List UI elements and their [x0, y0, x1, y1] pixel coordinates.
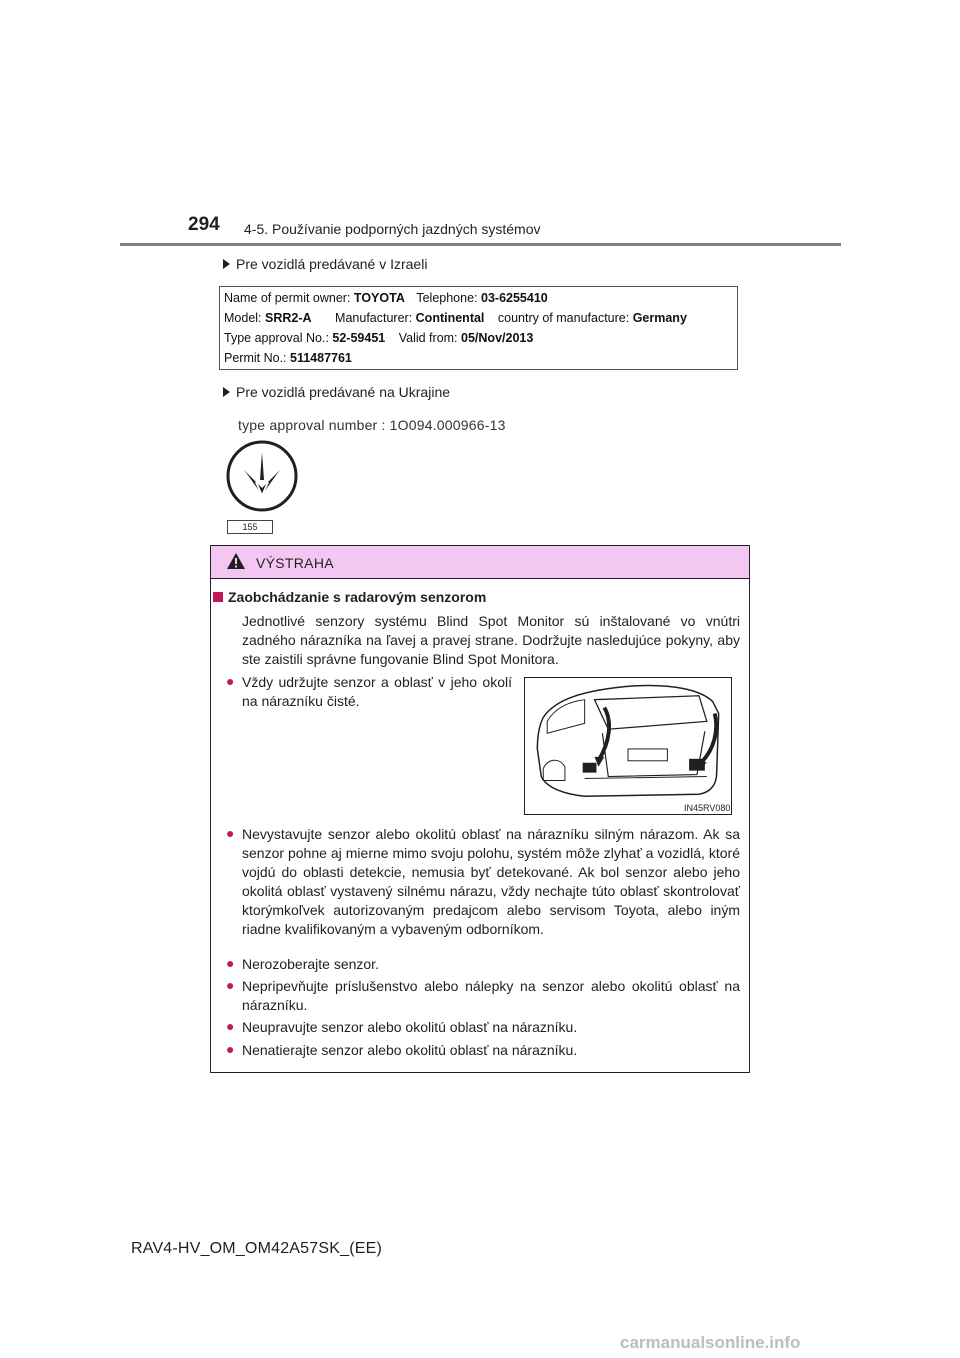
model-key: Model:	[224, 311, 262, 325]
triangle-bullet-icon	[223, 259, 230, 269]
warning-bullet-5: Neupravujte senzor alebo okolitú oblasť na nárazníku.	[242, 1019, 578, 1035]
bullet-icon: ●	[226, 1018, 235, 1034]
permit-no-value: 511487761	[290, 351, 352, 365]
car-rear-illustration	[524, 677, 732, 815]
ukraine-heading	[223, 384, 450, 400]
warning-intro: Jednotlivé senzory systému Blind Spot Monitor sú inštalované vo vnútri zadného nárazníka na ľavej a pravej strane. Dodržujte nasledujúce pokyny, aby ste zaistili správne fungovanie Blind Spot Monitora.	[242, 613, 740, 667]
document-code: RAV4-HV_OM_OM42A57SK_(EE)	[131, 1240, 383, 1257]
warning-triangle-icon	[226, 552, 246, 570]
ukraine-certification-mark-icon	[226, 440, 298, 512]
warning-bullet-2: Nevystavujte senzor alebo okolitú oblasť na nárazníku silným nárazom. Ak sa senzor pohne aj mierne mimo svoju polohu, systém môže zlyhať a vozidlá, ktoré vojdú do oblasti detekcie, nemusia byť detekované. Ak bol senzor alebo jeho okolitá oblasť vystavený silnému nárazu, vždy nechajte túto oblasť skontrolovať ktorýmkoľvek autorizovaným predajcom alebo servisom Toyota, alebo iným riadne kvalifikovaným a vybaveným odborníkom.	[242, 826, 740, 937]
type-approval-value: 52-59451	[332, 331, 386, 345]
watermark: carmanualsonline.info	[620, 1333, 801, 1352]
israel-row-4	[224, 351, 352, 365]
triangle-bullet-icon	[223, 387, 230, 397]
telephone-value: 03-6255410	[481, 291, 548, 305]
header-divider	[120, 243, 841, 246]
country-key: country of manufacture:	[497, 311, 630, 325]
section-title: 4-5. Používanie podporných jazdných systémov	[244, 221, 541, 237]
valid-from-key: Valid from:	[398, 331, 458, 345]
country-value: Germany	[632, 311, 687, 325]
mark-code: 155	[227, 520, 273, 534]
ukraine-approval-number: type approval number : 1O094.000966-13	[238, 417, 506, 433]
bullet-icon: ●	[226, 825, 235, 841]
israel-heading	[223, 256, 427, 272]
warning-topic: Zaobchádzanie s radarovým senzorom	[228, 589, 487, 605]
type-approval-key: Type approval No.:	[224, 331, 329, 345]
bullet-icon: ●	[226, 1041, 235, 1057]
warning-label: VÝSTRAHA	[256, 555, 334, 571]
valid-from-value: 05/Nov/2013	[461, 331, 534, 345]
israel-row-3	[224, 331, 533, 345]
israel-row-2	[224, 311, 687, 325]
permit-owner-key: Name of permit owner:	[224, 291, 351, 305]
bullet-icon: ●	[226, 977, 235, 993]
manufacturer-value: Continental	[415, 311, 485, 325]
illustration-code: IN45RV080	[684, 803, 731, 813]
model-value: SRR2-A	[265, 311, 312, 325]
ukraine-heading-text: Pre vozidlá predávané na Ukrajine	[236, 384, 451, 400]
israel-row-1	[224, 291, 548, 305]
permit-no-key: Permit No.:	[224, 351, 287, 365]
permit-owner-value: TOYOTA	[353, 291, 405, 305]
bullet-icon: ●	[226, 673, 235, 689]
warning-bullet-3: Nerozoberajte senzor.	[242, 956, 379, 972]
warning-bullet-6: Nenatierajte senzor alebo okolitú oblasť na nárazníku.	[242, 1042, 578, 1058]
israel-approval-label	[219, 286, 738, 370]
manufacturer-key: Manufacturer:	[335, 311, 413, 325]
warning-bullet-1: Vždy udržujte senzor a oblasť v jeho okolí na nárazníku čisté.	[242, 674, 512, 709]
square-bullet-icon	[213, 592, 223, 602]
bullet-icon: ●	[226, 955, 235, 971]
page-number: 294	[188, 214, 220, 235]
israel-heading-text: Pre vozidlá predávané v Izraeli	[236, 256, 428, 272]
warning-bullet-4: Nepripevňujte príslušenstvo alebo nálepky na senzor alebo okolitú oblasť na nárazníku.	[242, 978, 740, 1013]
telephone-key: Telephone:	[416, 291, 478, 305]
